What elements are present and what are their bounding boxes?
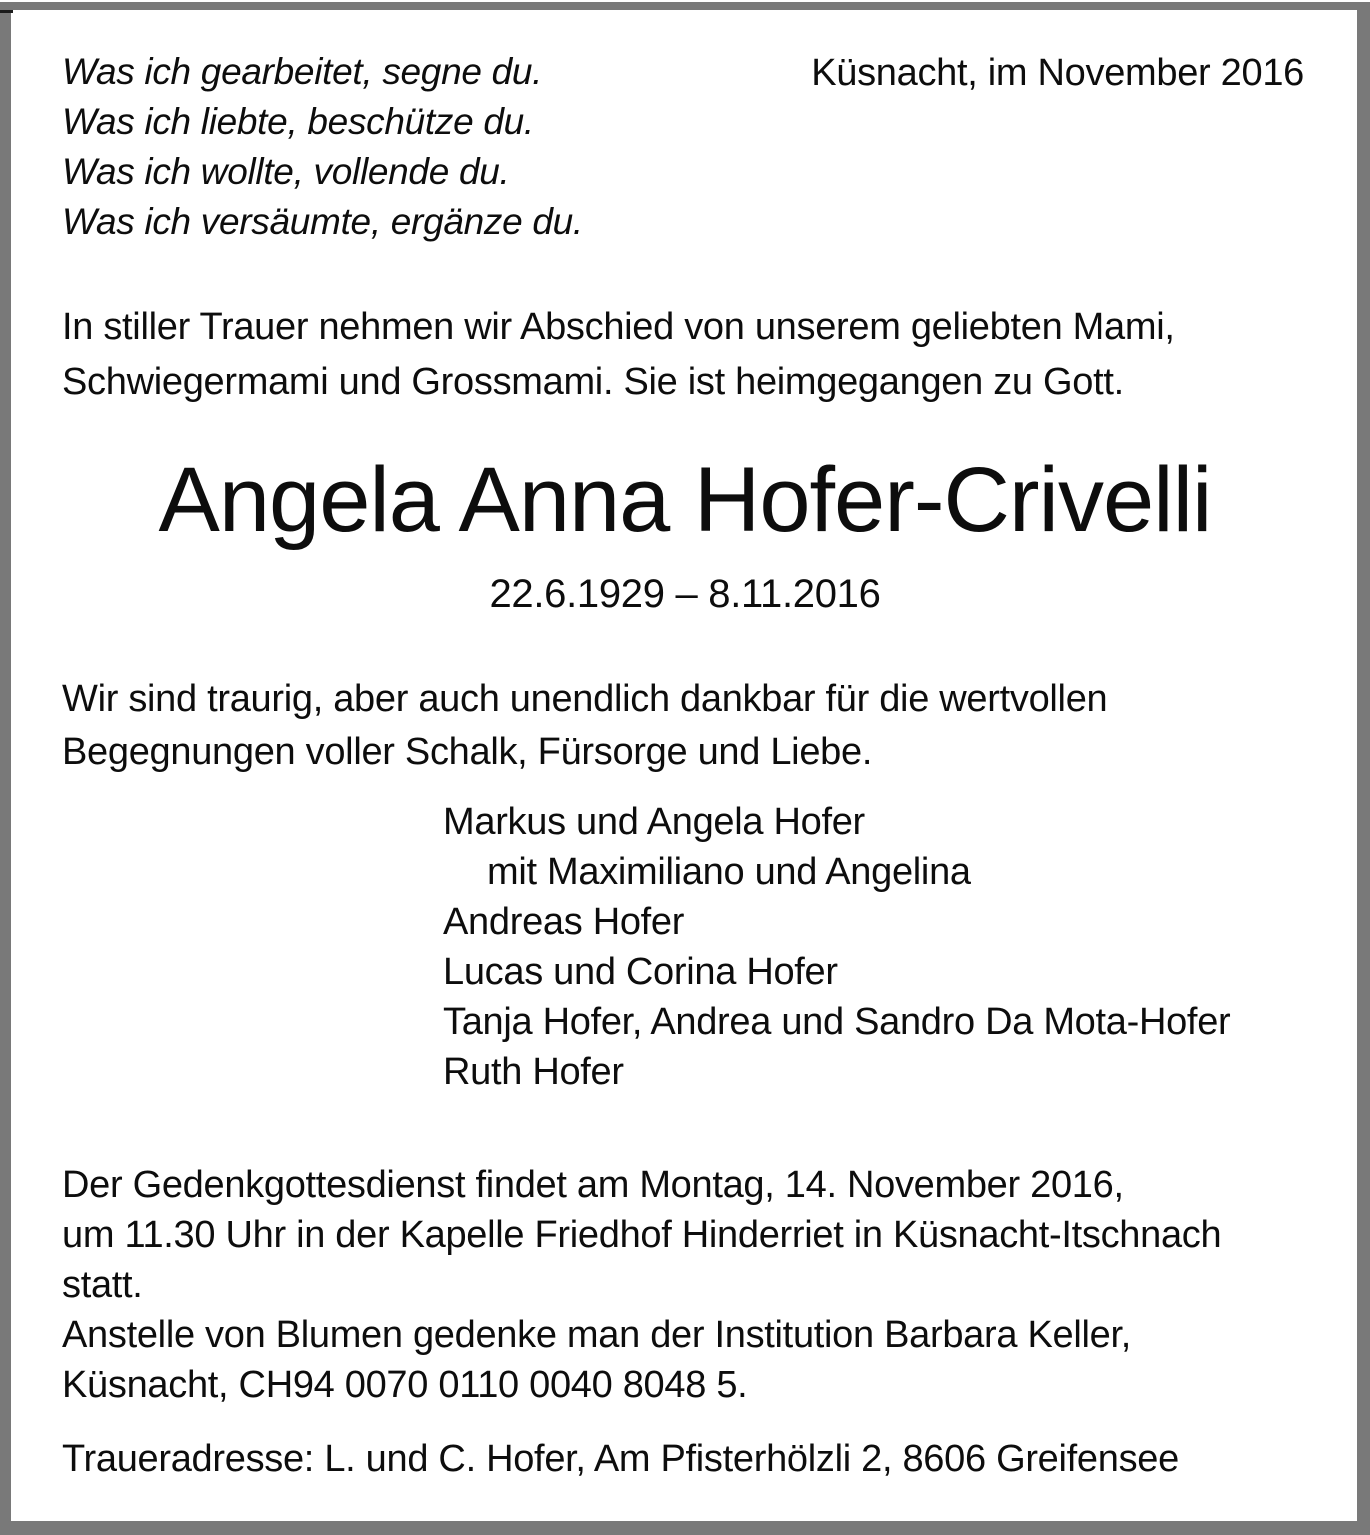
scan-corner-mark <box>0 10 13 13</box>
scan-edge-right <box>1357 10 1370 1535</box>
scan-edge-bottom <box>0 1521 1370 1535</box>
gratitude-paragraph <box>62 673 1107 779</box>
mourner-item: Tanja Hofer, Andrea und Sandro Da Mota-Hofer <box>443 1001 1231 1043</box>
life-dates: 22.6.1929 – 8.11.2016 <box>489 572 881 616</box>
service-line-2: um 11.30 Uhr in der Kapelle Friedhof Hinderriet in Küsnacht-Itschnach <box>62 1214 1222 1256</box>
gratitude-line-2: Begegnungen voller Schalk, Fürsorge und Liebe. <box>62 731 873 773</box>
intro-line-1: In stiller Trauer nehmen wir Abschied von unserem geliebten Mami, <box>62 306 1175 348</box>
mourner-item: Markus und Angela Hofer <box>443 801 865 843</box>
mourner-item: Lucas und Corina Hofer <box>443 951 838 993</box>
deceased-name: Angela Anna Hofer-Crivelli <box>158 449 1212 551</box>
mourner-item: mit Maximiliano und Angelina <box>487 851 971 893</box>
epigraph-poem <box>62 47 583 247</box>
scan-edge-left <box>0 10 11 1522</box>
epigraph-line-2: Was ich liebte, beschütze du. <box>62 101 534 142</box>
mourner-item: Ruth Hofer <box>443 1051 624 1093</box>
intro-line-2: Schwiegermami und Grossmami. Sie ist heimgegangen zu Gott. <box>62 361 1124 403</box>
service-line-4: Anstelle von Blumen gedenke man der Institution Barbara Keller, <box>62 1314 1131 1356</box>
epigraph-line-4: Was ich versäumte, ergänze du. <box>62 201 583 242</box>
intro-paragraph <box>62 300 1175 410</box>
mourner-item: Andreas Hofer <box>443 901 685 943</box>
place-dateline: Küsnacht, im November 2016 <box>811 52 1304 94</box>
service-line-3: statt. <box>62 1264 143 1306</box>
service-line-5: Küsnacht, CH94 0070 0110 0040 8048 5. <box>62 1364 748 1406</box>
mourning-address: Traueradresse: L. und C. Hofer, Am Pfisterhölzli 2, 8606 Greifensee <box>62 1438 1179 1480</box>
service-line-1: Der Gedenkgottesdienst findet am Montag, 14. November 2016, <box>62 1164 1124 1206</box>
gratitude-line-1: Wir sind traurig, aber auch unendlich dankbar für die wertvollen <box>62 678 1108 720</box>
mourners-list <box>443 797 1230 1097</box>
service-info-paragraph <box>62 1160 1221 1410</box>
scan-edge-top <box>0 2 1370 10</box>
epigraph-line-1: Was ich gearbeitet, segne du. <box>62 51 543 92</box>
epigraph-line-3: Was ich wollte, vollende du. <box>62 151 510 192</box>
